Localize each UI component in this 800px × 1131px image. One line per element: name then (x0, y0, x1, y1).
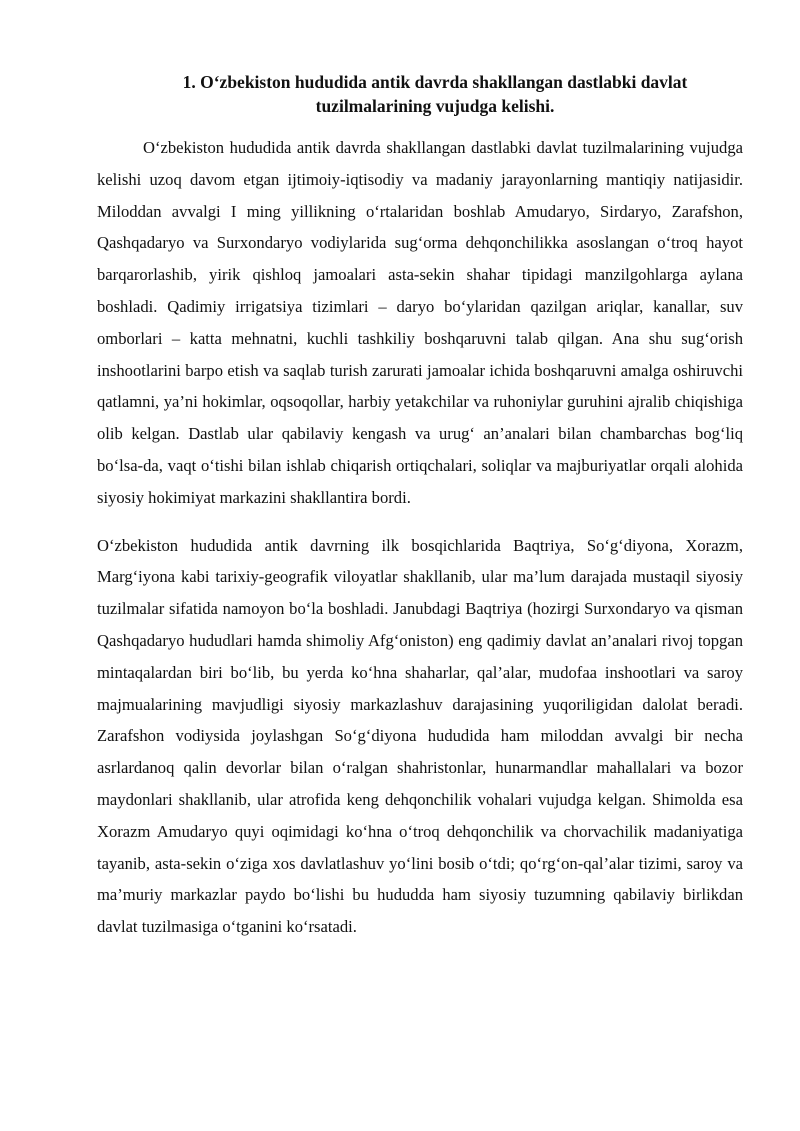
heading-line-1: 1. O‘zbekiston hududida antik davrda shakllangan dastlabki davlat (182, 72, 688, 92)
heading-line-2: tuzilmalarining vujudga kelishi. (315, 96, 555, 116)
paragraph-1: O‘zbekiston hududida antik davrda shakllangan dastlabki davlat tuzilmalarining vujudga kelishi uzoq davom etgan ijtimoiy-iqtisodiy va madaniy jarayonlarning mantiqiy natijasidir. Miloddan avvalgi I ming yillikning o‘rtalaridan boshlab Amudaryo, Sirdaryo, Zarafshon, Qashqadaryo va Surxondaryo vodiylarida sug‘orma dehqonchilikka asoslangan o‘troq hayot barqarorlashib, yirik qishloq jamoalari asta-sekin shahar tipidagi manzilgohlarga aylana boshladi. Qadimiy irrigatsiya tizimlari – daryo bo‘ylaridan qazilgan ariqlar, kanallar, suv omborlari – katta mehnatni, kuchli tashkiliy boshqaruvni talab qilgan. Ana shu sug‘orish inshootlarini barpo etish va saqlab turish zarurati jamoalar ichida boshqaruvni amalga oshiruvchi qatlamni, ya’ni hokimlar, oqsoqollar, harbiy yetakchilar va ruhoniylar guruhini ajralib chiqishiga olib kelgan. Dastlab ular qabilaviy kengash va urug‘ an’analari bilan chambarchas bog‘liq bo‘lsa-da, vaqt o‘tishi bilan ishlab chiqarish ortiqchalari, soliqlar va majburiyatlar orqali alohida siyosiy hokimiyat markazini shakllantira bordi. (97, 138, 743, 507)
paragraph-2: O‘zbekiston hududida antik davrning ilk bosqichlarida Baqtriya, So‘g‘diyona, Xorazm, Marg‘iyona kabi tarixiy-geografik viloyatlar shakllanib, ular ma’lum darajada mustaqil siyosiy tuzilmalar sifatida namoyon bo‘la boshladi. Janubdagi Baqtriya (hozirgi Surxondaryo va qisman Qashqadaryo hududlari hamda shimoliy Afg‘oniston) eng qadimiy davlat an’analari rivoj topgan mintaqalardan biri bo‘lib, bu yerda ko‘hna shaharlar, qal’alar, mudofaa inshootlari va saroy majmualarining mavjudligi siyosiy markazlashuv darajasining yuqoriligidan dalolat beradi. Zarafshon vodiysida joylashgan So‘g‘diyona hududida ham miloddan avvalgi bir necha asrlardanoq qalin devorlar bilan o‘ralgan shahristonlar, hunarmandlar mahallalari va bozor maydonlari shakllanib, ular atrofida keng dehqonchilik vohalari vujudga kelgan. Shimolda esa Xorazm Amudaryo quyi oqimidagi ko‘hna o‘troq dehqonchilik va chorvachilik madaniyatiga tayanib, asta-sekin o‘ziga xos davlatlashuv yo‘lini bosib o‘tdi; qo‘rg‘on-qal’alar tizimi, saroy va ma’muriy markazlar paydo bo‘lishi bu hududda ham siyosiy tuzumning qabilaviy birlikdan davlat tuzilmasiga o‘tganini ko‘rsatadi. (97, 535, 743, 937)
document-body (97, 132, 743, 943)
section-heading (150, 70, 720, 118)
